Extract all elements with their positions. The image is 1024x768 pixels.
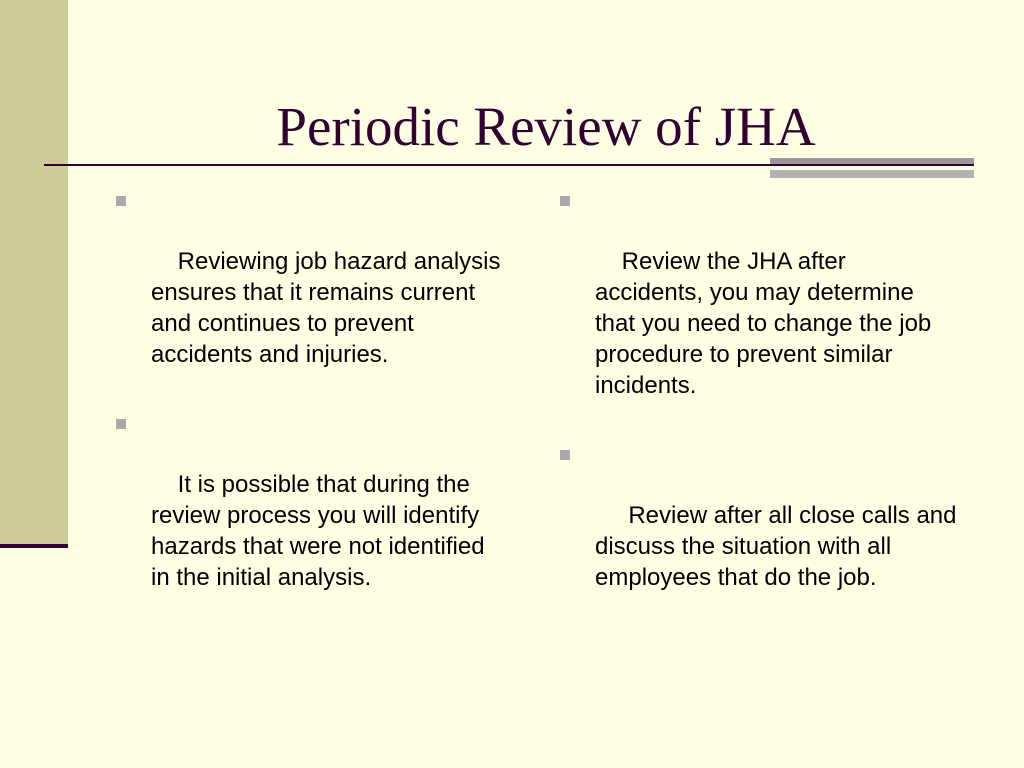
bullet-item [114,184,508,401]
square-bullet-icon [116,196,126,206]
square-bullet-icon [116,419,126,429]
accent-bar-top [770,158,974,164]
left-band-underline [0,544,68,548]
bullet-item [114,407,504,624]
bullet-text: It is possible that during the review process you will identify hazards that were not identified in the initial analysis. [151,471,492,591]
bullet-text: Reviewing job hazard analysis ensures that it remains current and continues to prevent accidents and injuries. [151,248,508,368]
slide-title: Periodic Review of JHA [276,96,816,157]
bullet-text: Review the JHA after accidents, you may determine that you need to change the job procedure to prevent similar incidents. [595,248,938,399]
square-bullet-icon [560,450,570,460]
right-bullet-list [558,184,964,630]
title-divider [44,164,974,166]
square-bullet-icon [560,196,570,206]
bullet-item [558,438,964,624]
bullet-item [558,184,958,432]
left-decorative-band [0,0,68,545]
accent-bar-bottom [770,170,974,178]
bullet-text: Review after all close calls and discuss the situation with all employees that do the job. [595,502,964,591]
left-bullet-list [114,184,508,630]
